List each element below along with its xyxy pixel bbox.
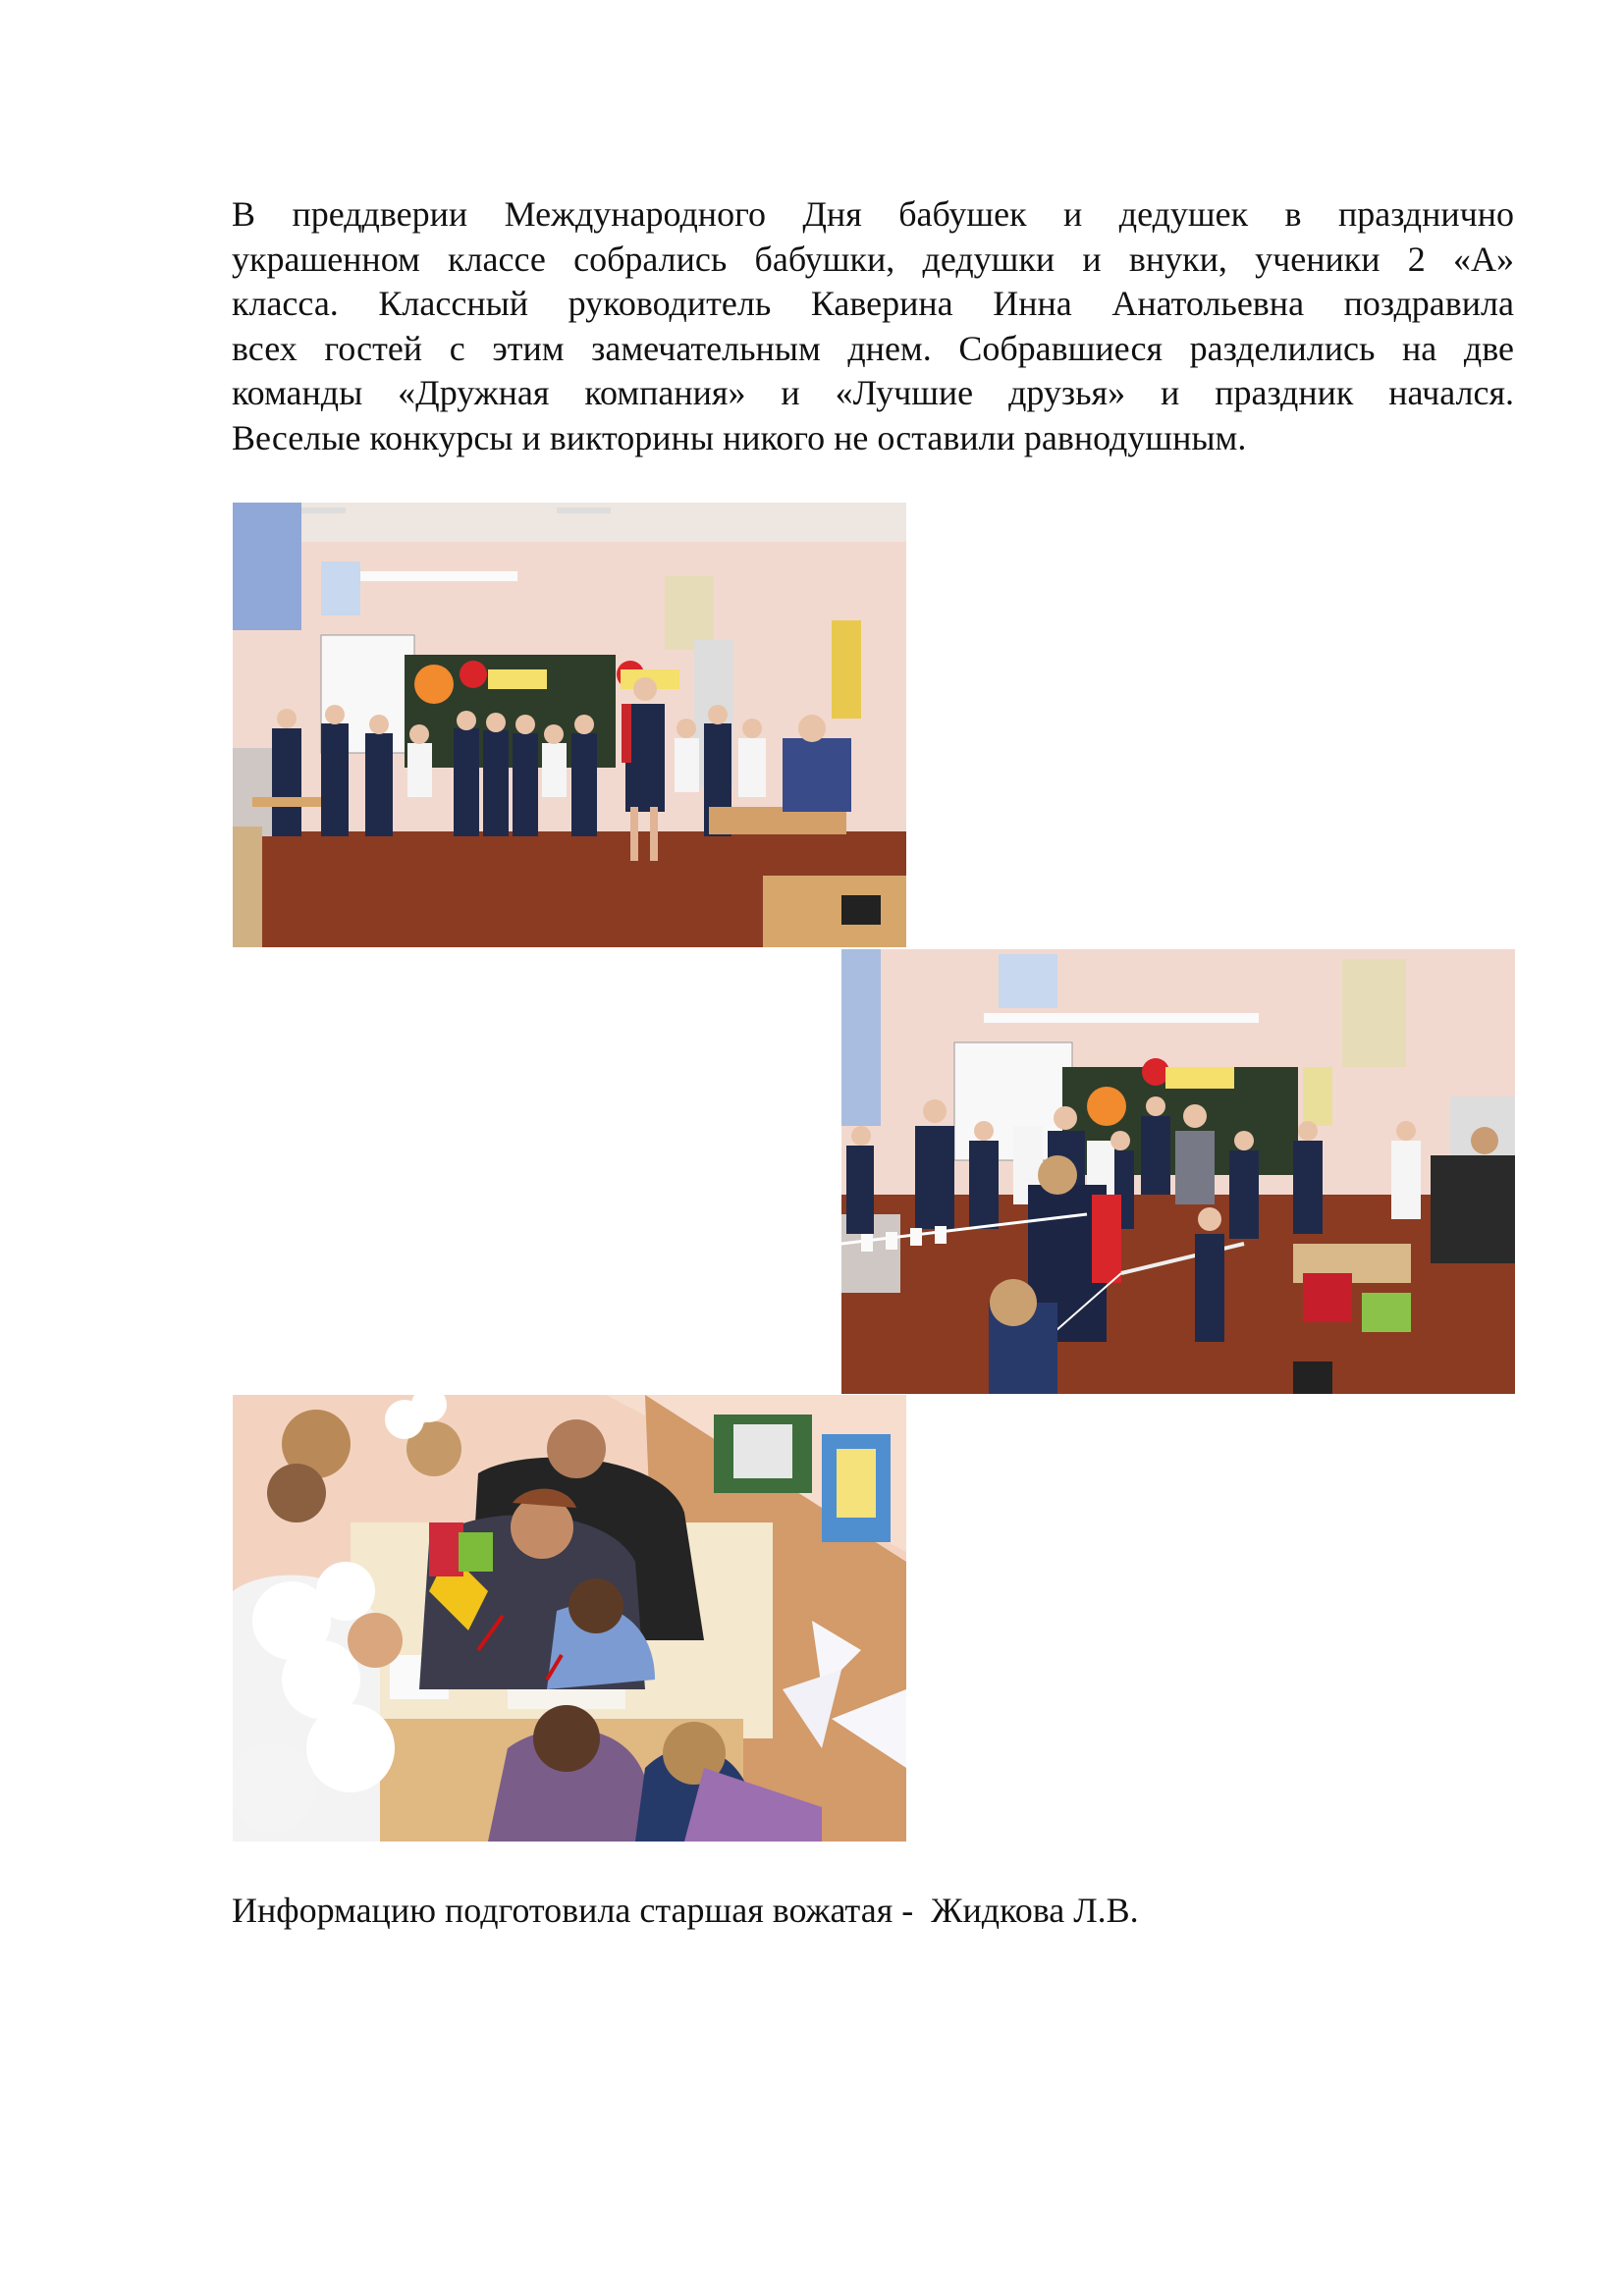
intro-line: класса. Классный руководитель Каверина Инна Анатольевна поздравила: [232, 284, 1514, 323]
photo-rope-game-image: [841, 949, 1515, 1394]
photo-team-drawing: [233, 1395, 906, 1842]
intro-line: всех гостей с этим замечательным днем. Собравшиеся разделились на две: [232, 328, 1514, 368]
intro-line: Веселые конкурсы и викторины никого не оставили равнодушным.: [232, 417, 1247, 457]
intro-line: команды «Дружная компания» и «Лучшие друзья» и праздник начался.: [232, 373, 1514, 412]
photo-class-lineup-image: [233, 503, 906, 947]
intro-paragraph: [232, 192, 1514, 460]
intro-line: украшенном классе собрались бабушки, дедушки и внуки, ученики 2 «А»: [232, 239, 1514, 279]
author-credit: Информацию подготовила старшая вожатая - Жидкова Л.В.: [232, 1891, 1139, 1930]
photo-team-drawing-image: [233, 1395, 906, 1842]
intro-line: В преддверии Международного Дня бабушек и дедушек в празднично: [232, 194, 1514, 234]
photo-rope-game: [841, 949, 1515, 1394]
photo-class-lineup: [233, 503, 906, 947]
